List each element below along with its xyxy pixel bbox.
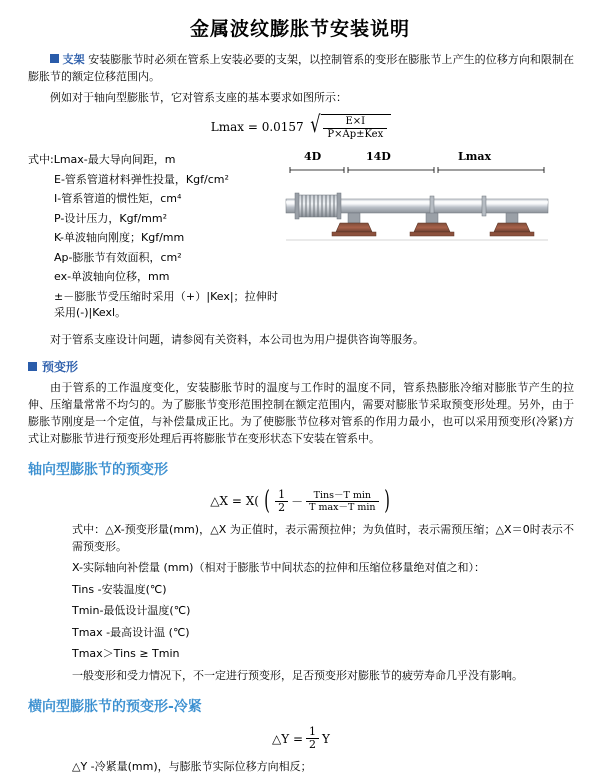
page-title: 金属波纹膨胀节安装说明 [189, 18, 410, 40]
figure-label-4d: 4D [304, 150, 322, 164]
pipe-support-figure [282, 146, 574, 252]
axial-half-fraction [275, 489, 288, 514]
radical-icon: √ [309, 112, 321, 139]
lateral-half-denominator: 2 [309, 738, 317, 752]
figure-labels [282, 150, 574, 166]
blue-square-icon [50, 54, 59, 63]
axial-note-line: 式中：△X-预变形量(mm)，△X 为正值时，表示需预拉伸；为负值时，表示需预压缩；△X＝0时表示不需预变形。 [72, 523, 574, 553]
axial-note-line: Tmax＞Tins ≥ Tmin [72, 647, 180, 661]
bracket-paragraph-2: 例如对于轴向型膨胀节，它对管系支座的基本要求如图所示： [50, 91, 347, 105]
lateral-equation-rhs: Y [322, 731, 330, 746]
axial-temp-numerator: Tins－T min [306, 490, 378, 502]
sqrt-group [308, 114, 392, 140]
document-content [0, 51, 600, 776]
right-paren: ) [383, 486, 390, 517]
document-page [0, 14, 600, 774]
legend-item: ex-单波轴向位移，mm [54, 270, 170, 284]
legend-item: K-单波轴向刚度；Kgf/mm [54, 231, 185, 245]
lateral-predeform-subheading: 横向型膨胀节的预变形-冷紧 [28, 699, 202, 716]
left-paren: ( [264, 486, 270, 517]
axial-predeform-subheading: 轴向型膨胀节的预变形 [28, 461, 168, 478]
axial-equation-minus: － [291, 494, 304, 509]
lateral-half-fraction [306, 726, 319, 751]
lmax-fraction-numerator: E×I [323, 116, 387, 129]
bracket-section-paragraph-1 [28, 51, 574, 85]
lateral-predeform-equation [28, 726, 574, 751]
legend-item: ±－膨胀节受压缩时采用（+）|Kex|；拉伸时采用(-)|Kexl。 [54, 289, 278, 320]
lmax-fraction [323, 116, 387, 140]
lmax-fraction-denominator: P×Ap±Kex [327, 128, 384, 140]
legend-item: I-管系管道的惯性矩，cm⁴ [54, 192, 182, 206]
figure-label-14d: 14D [366, 150, 391, 164]
bracket-paragraph-3: 对于管系支座设计问题，请参阅有关资料，本公司也为用户提供咨询等服务。 [50, 332, 424, 346]
predeform-heading-label: 预变形 [42, 359, 79, 374]
predeform-section-heading [28, 358, 574, 375]
axial-equation-row [210, 486, 391, 517]
bracket-paragraph-1-text: 安装膨胀节时必须在管系上安装必要的支架，以控制管系的变形在膨胀节上产生的位移方向和限制在膨胀节的额定位移范围内。 [28, 53, 575, 84]
lmax-formula-lhs: Lmax = 0.0157 [210, 120, 304, 135]
axial-half-numerator: 1 [275, 489, 288, 502]
predeform-paragraph-1: 由于管系的工作温度变化，安装膨胀节时的温度与工作时的温度不同，管系热膨胀冷缩对膨胀节产生的拉伸、压缩量常常不均匀的。为了膨胀节变形范围控制在额定范围内，需要对膨胀节采取预变形处理。另外，由于膨胀节刚度是一个定值，与补偿量成正比。为了使膨胀节位移对管系的作用力最小，也可以采用预变形(冷紧)方式让对膨胀节进行预变形处理后再将膨胀节在变形状态下安装在管系中。 [28, 380, 574, 445]
figure-label-lmax: Lmax [458, 150, 492, 164]
lmax-formula [28, 114, 574, 140]
legend-item: 式中:Lmax-最大导向间距，m [28, 153, 176, 167]
axial-note-line: Tins -安装温度(℃) [72, 582, 167, 596]
legend-list [28, 152, 278, 325]
legend-and-figure [28, 146, 574, 325]
sqrt-content [321, 114, 391, 140]
lateral-note-line: △Y -冷紧量(mm)，与膨胀节实际位移方向相反； [72, 760, 312, 774]
axial-equation-lhs: △X = X( [210, 494, 259, 509]
lateral-equation-lhs: △Y = [272, 731, 304, 746]
axial-note-line: 一般变形和受力情况下，不一定进行预变形，足否预变形对膨胀节的疲劳寿命几乎没有影响。 [72, 668, 523, 682]
bracket-section-heading: 支架 [62, 53, 85, 66]
axial-temp-fraction [306, 490, 378, 514]
axial-half-denominator: 2 [278, 500, 286, 514]
axial-note-line: Tmin-最低设计温度(℃) [72, 604, 191, 618]
axial-predeform-equation [28, 486, 574, 517]
legend-item: Ap-膨胀节有效面积，cm² [54, 250, 182, 264]
pipe-system-diagram [282, 166, 552, 252]
axial-note-line: X-实际轴向补偿量 (mm)（相对于膨胀节中间状态的拉伸和压缩位移量绝对值之和）： [72, 561, 485, 575]
axial-temp-denominator: T max－T min [309, 501, 376, 513]
axial-note-line: Tmax -最高设计温 (℃) [72, 625, 190, 639]
legend-item: P-设计压力，Kgf/mm² [54, 211, 167, 225]
blue-square-icon [28, 362, 37, 371]
lateral-equation-row [272, 726, 330, 751]
lateral-half-numerator: 1 [306, 726, 319, 739]
lmax-formula-expression [211, 114, 391, 140]
legend-item: E-管系管道材料弹性投量，Kgf/cm² [54, 172, 229, 186]
